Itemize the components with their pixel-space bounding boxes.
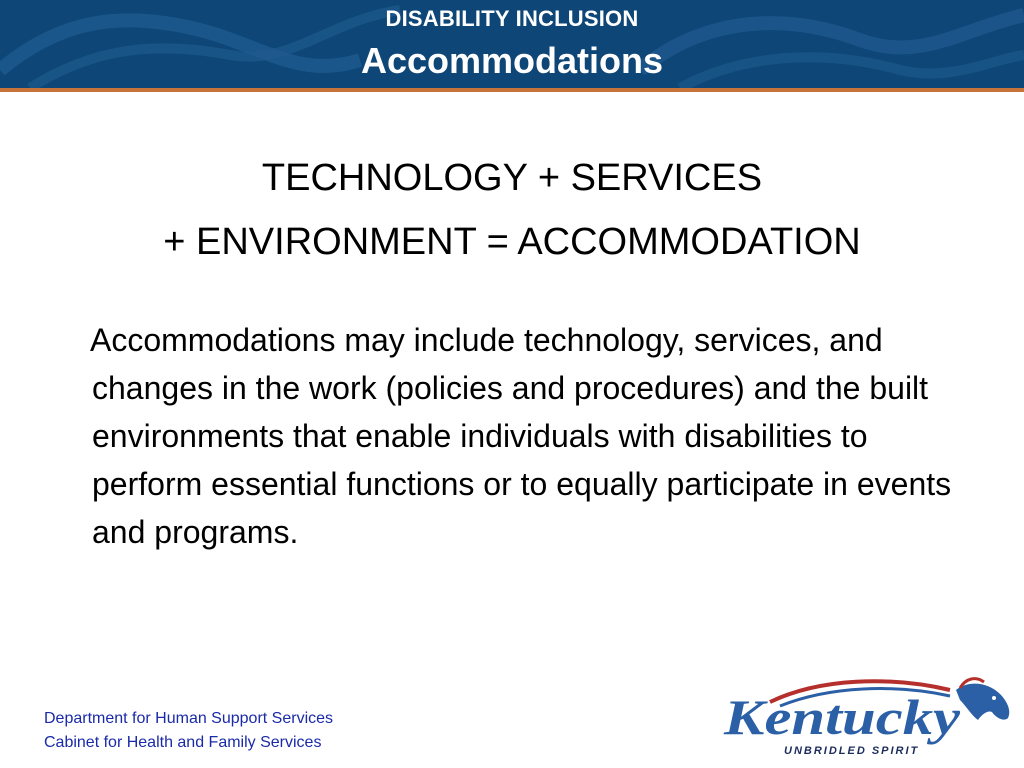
body-paragraph: Accommodations may include technology, services, and changes in the work (policies and procedures) and the built environments that enable individuals with disabilities to perform essential functions or to equally participate in events and programs. bbox=[90, 322, 952, 550]
title-banner bbox=[0, 0, 1024, 88]
footer-department: Department for Human Support Services bbox=[44, 710, 334, 727]
footer-attribution bbox=[44, 707, 333, 755]
equation-line-2: + ENVIRONMENT = ACCOMMODATION bbox=[163, 221, 861, 263]
equation-line-1: TECHNOLOGY + SERVICES bbox=[261, 157, 763, 199]
page-title: Accommodations bbox=[360, 40, 664, 81]
kentucky-logo bbox=[720, 676, 1020, 760]
logo-wordmark: Kentucky bbox=[722, 689, 961, 745]
header-divider bbox=[0, 88, 1024, 92]
accommodation-equation bbox=[0, 146, 1024, 274]
logo-tagline: UNBRIDLED SPIRIT bbox=[784, 745, 920, 757]
header-subtitle: DISABILITY INCLUSION bbox=[385, 6, 639, 31]
horse-head-icon bbox=[956, 679, 1009, 720]
footer-cabinet: Cabinet for Health and Family Services bbox=[44, 734, 322, 751]
